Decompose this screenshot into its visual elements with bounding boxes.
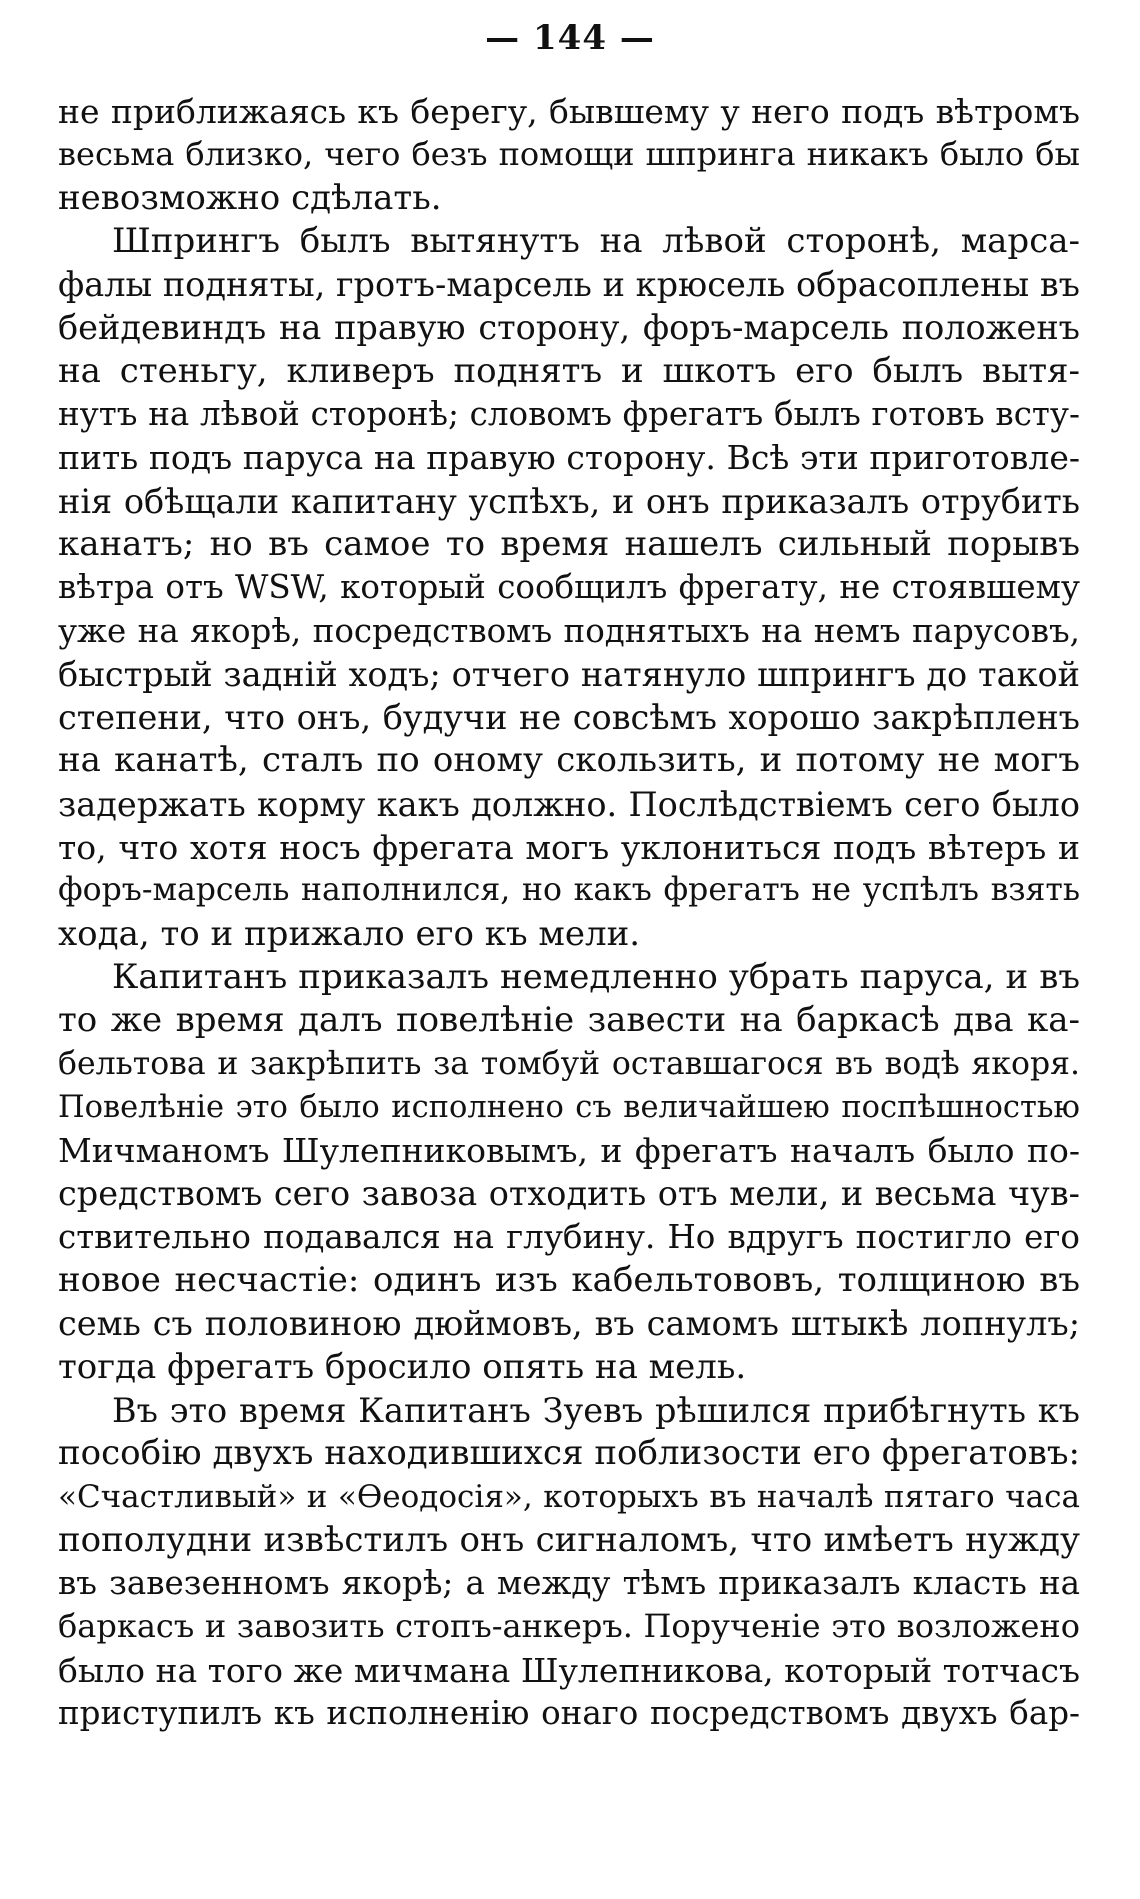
page-number: — 144 — — [485, 18, 655, 58]
text-line: приступилъ къ исполненію онаго посредствомъ двухъ бар- — [58, 1693, 1080, 1732]
text-line: то же время далъ повелѣніе завести на баркасѣ два ка- — [58, 1000, 1080, 1041]
text-line: было на того же мичмана Шулепникова, который тотчасъ — [58, 1650, 1080, 1690]
text-line: весьма близко, чего безъ помощи шпринга никакъ было бы — [58, 135, 1080, 174]
text-line: не приближаясь къ берегу, бывшему у него подъ вѣтромъ — [58, 92, 1080, 131]
text-line: «Счастливый» и «Ѳеодосія», которыхъ въ началѣ пятаго часа — [58, 1478, 1080, 1515]
text-line: Мичманомъ Шулепниковымъ, и фрегатъ началъ было по- — [58, 1131, 1080, 1171]
text-line: пособію двухъ находившихся поблизости его фрегатовъ: — [58, 1433, 1080, 1474]
text-line: на стеньгу, кливеръ поднятъ и шкотъ его былъ вытя- — [58, 350, 1080, 391]
text-line: хода, то и прижало его къ мели. — [58, 913, 641, 954]
text-line: Капитанъ приказалъ немедленно убрать паруса, и въ — [112, 956, 1080, 997]
text-line: то, что хотя носъ фрегата могъ уклониться подъ вѣтеръ и — [58, 828, 1080, 868]
text-line: ствительно подавался на глубину. Но вдругъ постигло его — [58, 1217, 1080, 1256]
body-text — [58, 90, 1080, 1735]
text-line: бейдевиндъ на правую сторону, форъ-марсель положенъ — [58, 308, 1080, 348]
text-line: на канатѣ, сталъ по оному скользить, и потому не могъ — [58, 740, 1080, 781]
text-line: Шпрингъ былъ вытянутъ на лѣвой сторонѣ, марса- — [112, 220, 1080, 261]
text-line: тогда фрегатъ бросило опять на мель. — [58, 1346, 747, 1387]
text-line: нія обѣщали капитану успѣхъ, и онъ приказалъ отрубить — [58, 481, 1080, 521]
text-line: средствомъ сего завоза отходить отъ мели, и весьма чув- — [58, 1174, 1080, 1214]
text-line: Повелѣніе это было исполнено съ величайшею поспѣшностью — [58, 1089, 1080, 1125]
text-line: канатъ; но въ самое то время нашелъ сильный порывъ — [58, 523, 1080, 564]
text-line: баркасъ и завозить стопъ-анкеръ. Порученіе это возложено — [58, 1607, 1080, 1646]
text-line: нутъ на лѣвой сторонѣ; словомъ фрегатъ былъ готовъ всту- — [58, 395, 1080, 434]
text-line: фалы подняты, гротъ-марсель и крюсель обрасоплены въ — [58, 265, 1080, 305]
text-line: форъ-марсель наполнился, но какъ фрегатъ не успѣлъ взять — [58, 872, 1080, 909]
text-line: въ завезенномъ якорѣ; а между тѣмъ приказалъ класть на — [58, 1564, 1080, 1603]
text-line: семь съ половиною дюймовъ, въ самомъ штыкѣ лопнулъ; — [58, 1304, 1080, 1344]
text-line: бельтова и закрѣпить за томбуй оставшагося въ водѣ якоря. — [58, 1045, 1080, 1082]
text-line: уже на якорѣ, посредствомъ поднятыхъ на немъ парусовъ, — [58, 611, 1080, 650]
text-line: вѣтра отъ WSW, который сообщилъ фрегату, не стоявшему — [58, 568, 1080, 607]
text-line: пополудни извѣстилъ онъ сигналомъ, что имѣетъ нужду — [58, 1519, 1080, 1560]
text-line: Въ это время Капитанъ Зуевъ рѣшился прибѣгнуть къ — [112, 1390, 1080, 1430]
text-line: пить подъ паруса на правую сторону. Всѣ эти приготовле- — [58, 438, 1080, 478]
text-line: быстрый задній ходъ; отчего натянуло шпрингъ до такой — [58, 654, 1080, 694]
text-line: невозможно сдѣлать. — [58, 177, 442, 218]
text-line: степени, что онъ, будучи не совсѣмъ хорошо закрѣпленъ — [58, 698, 1080, 738]
text-line: новое несчастіе: одинъ изъ кабельтововъ, толщиною въ — [58, 1260, 1080, 1301]
text-line: задержать корму какъ должно. Послѣдствіемъ сего было — [58, 784, 1080, 824]
